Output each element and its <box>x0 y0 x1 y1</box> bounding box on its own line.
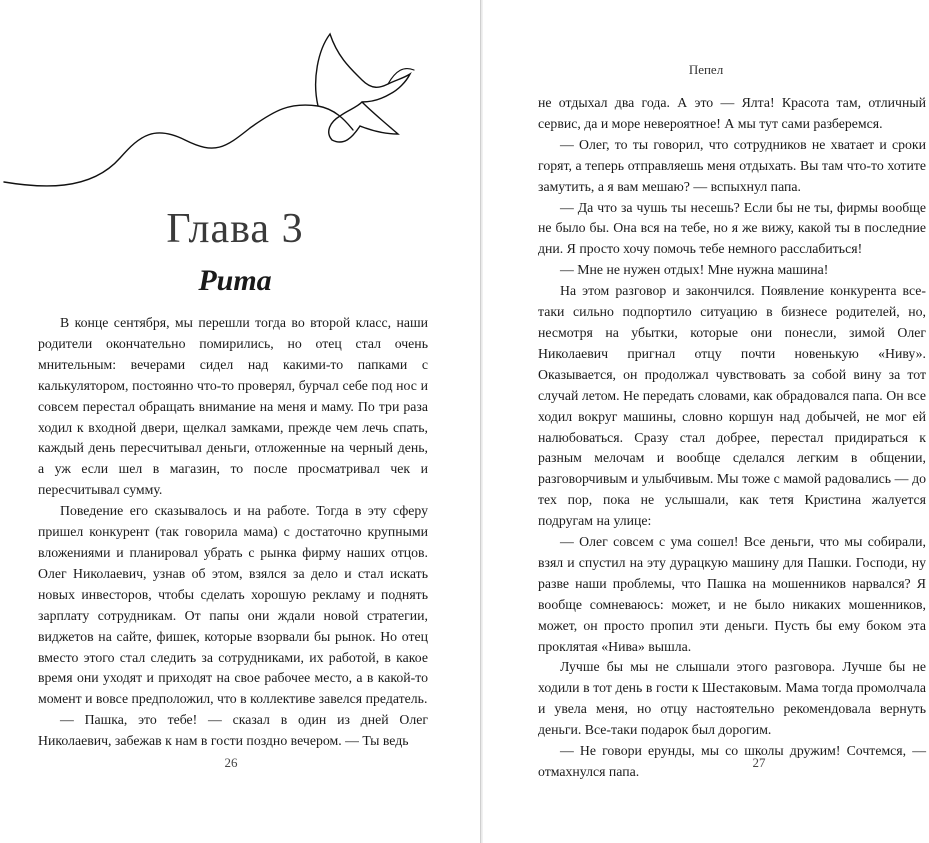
chapter-title: Глава 3 <box>166 206 304 252</box>
paragraph: — Не говори ерунды, мы со школы дружим! Сочтемся, — отмахнулся папа. <box>538 743 926 779</box>
paragraph: — Да что за чушь ты несешь? Если бы не ты, фирмы вообще не было бы. Она вся на тебе, но я же вижу, какой ты в последние дни. Я просто хочу помочь тебе немного расслабиться! <box>538 199 926 257</box>
paragraph: Лучше бы мы не слышали этого разговора. Лучше бы не ходили в тот день в гости к Шестаковым. Мама тогда промолчала и увела меня, но отцу настоятельно рекомендовала вернуть деньги. Все-таки подарок был дорогим. <box>538 659 926 738</box>
chapter-subtitle: Рита <box>198 264 272 297</box>
paragraph: — Олег совсем с ума сошел! Все деньги, что мы собирали, взял и спустил на эту дурацкую машину для Пашки. Господи, ну разве наши проблемы, что Пашка на мошенников нарвался? Я вообще сомневаюсь: может, и не было никаких мошенников, может, он просто пропил эти деньги. Пусть бы ему боком эта проклятая «Нива» вышла. <box>538 534 926 654</box>
left-page-body <box>38 313 428 752</box>
paragraph: На этом разговор и закончился. Появление конкурента все-таки сильно подпортило ситуацию в бизнесе родителей, но, несмотря на убытки, которые они понесли, зимой Олег Николаевич пригнал отцу почти новенькую «Ниву». Оказывается, он продолжал чувствовать за собой вину за тот случай летом. Не передать словами, как обрадовался папа. Он все ходил вокруг машины, словно коршун над добычей, не мог ей налюбоваться. Сразу стал добрее, перестал придираться к разным мелочам и вообще сделался легким в общении, разговорчивым и улыбчивым. Мы тоже с мамой радовались — до тех пор, пока не услышали, как тетя Кристина жалуется подругам на улице: <box>538 283 926 529</box>
bird-line-illustration <box>0 30 420 195</box>
paragraph: — Мне не нужен отдых! Мне нужна машина! <box>560 262 829 278</box>
right-page <box>483 0 929 843</box>
page-number: 27 <box>752 755 766 770</box>
page-number: 26 <box>224 755 238 770</box>
running-header: Пепел <box>688 62 724 77</box>
right-page-body <box>538 93 926 783</box>
paragraph: В конце сентября, мы перешли тогда во второй класс, наши родители окончательно помирились, но отец стал очень мнительным: вечерами сидел над какими-то папками с калькулятором, постоянно что-то проверял, бурчал себе под нос и совсем перестал обращать внимание на меня и маму. По три раза ходил к входной двери, щелкал замками, прежде чем лечь спать, каждый день пересчитывал деньги, отложенные на черный день, а уж если шел в магазин, то после просматривал чек и пересчитывал сумму. <box>38 315 428 498</box>
paragraph: не отдыхал два года. А это — Ялта! Красота там, отличный сервис, да и море невероятное! А мы тут сами разберемся. <box>538 95 926 131</box>
paragraph: Поведение его сказывалось и на работе. Тогда в эту сферу пришел конкурент (так говорила мама) с достаточно крупными вложениями и планировал убрать с рынка фирму наших отцов. Олег Николаевич, узнав об этом, взялся за дело и стал искать новых инвесторов, чтобы сделать хорошую рекламу и поднять зарплату сотрудникам. От папы они ждали новой стратегии, виджетов на сайте, фишек, которые взорвали бы рынок. Но отец вместо этого стал следить за сотрудниками, их работой, в какое время они уходят и приходят на свое рабочее место, а в какой-то момент и вовсе предположил, что в коллективе завелся предатель. <box>38 503 428 707</box>
paragraph: — Пашка, это тебе! — сказал в один из дней Олег Николаевич, забежав к нам в гости поздно вечером. — Ты ведь <box>38 712 428 749</box>
paragraph: — Олег, то ты говорил, что сотрудников не хватает и сроки горят, а теперь отправляешь меня отдыхать. Вы там что-то хотите замутить, а я вам мешаю? — вспыхнул папа. <box>538 136 926 194</box>
